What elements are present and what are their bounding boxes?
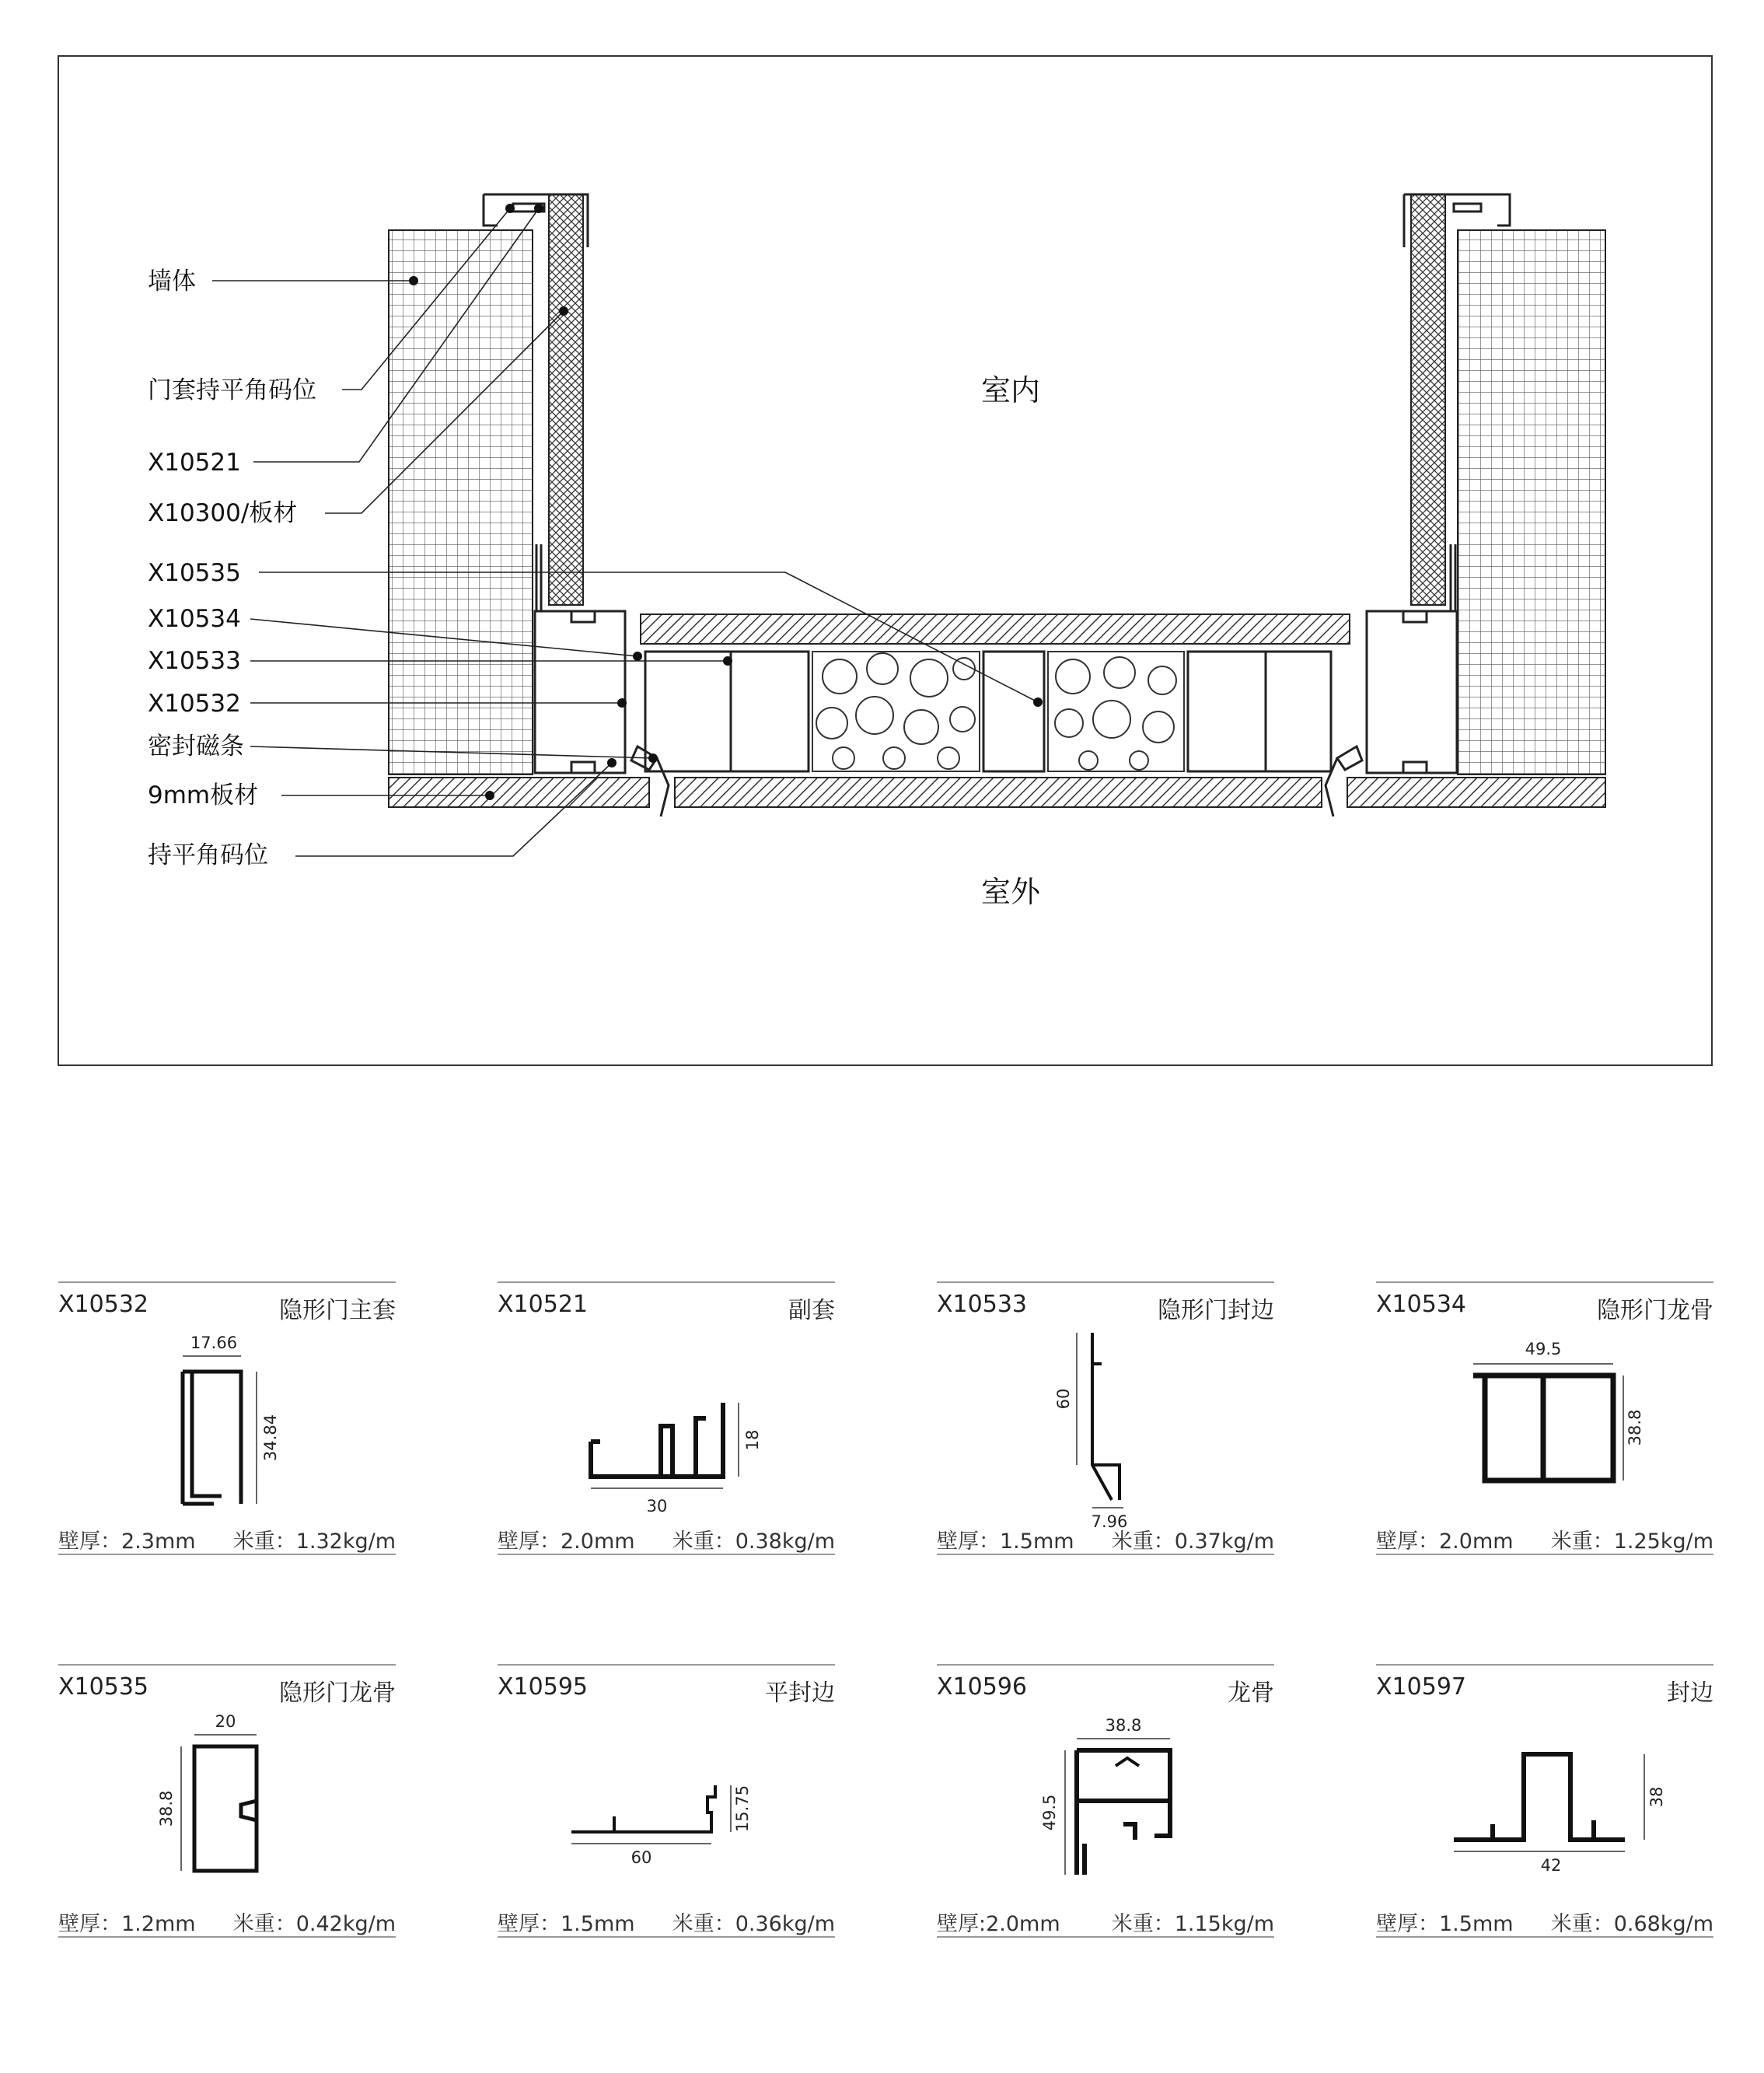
card-bottom-rule — [498, 1936, 835, 1938]
unit-weight: 米重：0.38kg/m — [672, 1529, 835, 1554]
wall-right — [1458, 230, 1605, 774]
board-9mm-mid — [675, 778, 1322, 807]
dim-height: 38.8 — [1626, 1409, 1644, 1446]
profile-drawing — [937, 1708, 1274, 1894]
dim-height: 15.75 — [733, 1785, 752, 1833]
dim-height: 38.8 — [157, 1790, 176, 1827]
profile-card-x10597 — [1376, 1664, 1713, 1975]
unit-weight: 米重：0.42kg/m — [232, 1912, 396, 1936]
dim-width: 7.96 — [1091, 1512, 1128, 1531]
door-leaf-frames — [645, 652, 1331, 771]
wall-thickness: 壁厚:2.0mm — [937, 1912, 1060, 1936]
card-top-rule — [937, 1281, 1274, 1283]
card-top-rule — [58, 1664, 396, 1666]
card-bottom-rule — [498, 1554, 835, 1555]
card-bottom-rule — [58, 1554, 396, 1555]
dim-height: 18 — [743, 1429, 762, 1451]
unit-weight: 米重：0.37kg/m — [1111, 1529, 1274, 1554]
dim-height: 38 — [1647, 1786, 1666, 1808]
jamb-board-left — [549, 194, 583, 605]
dim-width: 17.66 — [190, 1334, 238, 1352]
card-bottom-rule — [58, 1936, 396, 1938]
profile-code: X10532 — [58, 1291, 148, 1318]
board-9mm-left — [389, 778, 649, 807]
board-9mm-right — [1347, 778, 1605, 807]
profile-name: 隐形门封边 — [1158, 1297, 1274, 1324]
profile-drawing — [1376, 1325, 1713, 1512]
card-bottom-rule — [937, 1554, 1274, 1555]
callout-jamb-bracket: 门套持平角码位 — [148, 376, 316, 404]
card-top-rule — [498, 1664, 835, 1666]
wall-thickness: 壁厚：2.0mm — [1376, 1529, 1514, 1554]
card-top-rule — [58, 1281, 396, 1283]
profile-name: 封边 — [1667, 1680, 1713, 1707]
dim-height: 49.5 — [1040, 1794, 1059, 1831]
dim-width: 30 — [646, 1497, 668, 1515]
unit-weight: 米重：1.25kg/m — [1550, 1529, 1713, 1554]
profile-card-x10532 — [58, 1281, 396, 1592]
wall-thickness: 壁厚：1.5mm — [937, 1529, 1074, 1554]
filler-stone — [812, 652, 1184, 771]
profile-card-x10535 — [58, 1664, 396, 1975]
dim-width: 49.5 — [1525, 1340, 1562, 1358]
wall-thickness: 壁厚：1.2mm — [58, 1912, 196, 1936]
profile-code: X10535 — [58, 1673, 148, 1701]
wall-thickness: 壁厚：1.5mm — [498, 1912, 635, 1936]
profile-name: 副套 — [788, 1297, 835, 1324]
card-bottom-rule — [1376, 1554, 1713, 1555]
wall-left — [389, 230, 533, 774]
unit-weight: 米重：1.15kg/m — [1111, 1912, 1274, 1936]
profile-name: 龙骨 — [1228, 1680, 1274, 1707]
callout-x10532: X10532 — [148, 690, 241, 718]
profile-card-x10596 — [937, 1664, 1274, 1975]
zone-outside-label: 室外 — [980, 875, 1041, 909]
door-face-board — [641, 614, 1350, 644]
callout-board-9mm: 9mm板材 — [148, 781, 259, 809]
unit-weight: 米重：0.36kg/m — [672, 1912, 835, 1936]
profile-drawing — [498, 1325, 835, 1515]
dim-width: 42 — [1540, 1856, 1562, 1875]
profile-code: X10521 — [498, 1291, 588, 1318]
dim-width: 20 — [215, 1712, 236, 1731]
profile-card-x10595 — [498, 1664, 835, 1975]
profile-code: X10595 — [498, 1673, 588, 1701]
callout-wall: 墙体 — [148, 267, 196, 295]
callout-x10535: X10535 — [148, 559, 241, 587]
profile-drawing — [1376, 1708, 1713, 1894]
card-bottom-rule — [1376, 1936, 1713, 1938]
profile-name: 隐形门龙骨 — [1597, 1297, 1713, 1324]
profile-code: X10596 — [937, 1673, 1027, 1701]
card-top-rule — [1376, 1664, 1713, 1666]
profile-card-x10533 — [937, 1281, 1274, 1592]
callout-level-bracket: 持平角码位 — [148, 841, 268, 869]
wall-thickness: 壁厚：2.0mm — [498, 1529, 635, 1554]
unit-weight: 米重：0.68kg/m — [1550, 1912, 1713, 1936]
unit-weight: 米重：1.32kg/m — [232, 1529, 396, 1554]
dim-height: 34.84 — [261, 1414, 280, 1462]
profile-drawing — [937, 1325, 1274, 1531]
profile-name: 隐形门龙骨 — [279, 1680, 396, 1707]
wall-thickness: 壁厚：2.3mm — [58, 1529, 196, 1554]
profile-card-x10521 — [498, 1281, 835, 1592]
profile-name: 隐形门主套 — [279, 1297, 396, 1324]
profile-card-x10534 — [1376, 1281, 1713, 1592]
callout-seal-strip: 密封磁条 — [148, 732, 244, 760]
profile-drawing — [58, 1325, 396, 1512]
card-top-rule — [937, 1664, 1274, 1666]
callout-x10534: X10534 — [148, 605, 241, 633]
dim-width: 60 — [630, 1848, 652, 1867]
wall-thickness: 壁厚：1.5mm — [1376, 1912, 1514, 1936]
profile-code: X10534 — [1376, 1291, 1466, 1318]
dim-width: 38.8 — [1105, 1716, 1142, 1735]
profile-drawing — [498, 1708, 835, 1894]
dim-height: 60 — [1054, 1388, 1073, 1410]
callout-x10300: X10300/板材 — [148, 499, 298, 527]
card-bottom-rule — [937, 1936, 1274, 1938]
zone-inside-label: 室内 — [980, 373, 1041, 407]
profile-code: X10533 — [937, 1291, 1027, 1318]
card-top-rule — [498, 1281, 835, 1283]
profile-drawing — [58, 1708, 396, 1894]
callout-x10521: X10521 — [148, 449, 241, 477]
jamb-board-right — [1411, 194, 1445, 605]
card-top-rule — [1376, 1281, 1713, 1283]
profile-code: X10597 — [1376, 1673, 1466, 1701]
profile-name: 平封边 — [765, 1680, 835, 1707]
callout-x10533: X10533 — [148, 647, 241, 675]
